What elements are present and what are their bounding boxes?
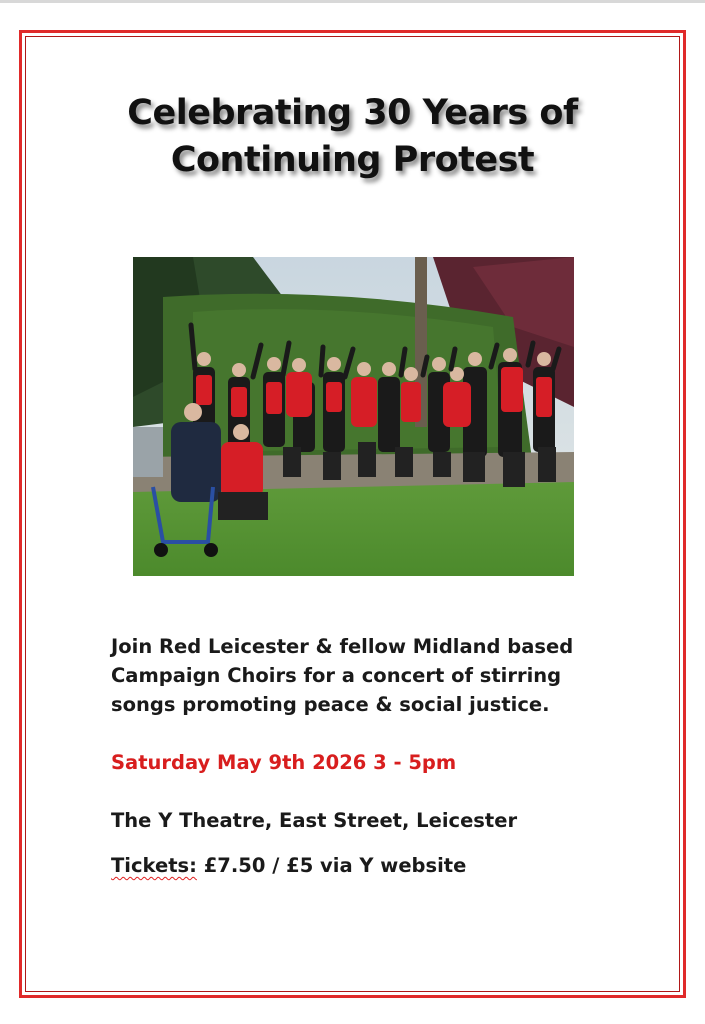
poster-title: [40, 90, 665, 184]
window-top-edge: [0, 0, 705, 3]
invitation-line-1: Join Red Leicester & fellow Midland based: [111, 635, 574, 658]
invitation-line-2: Campaign Choirs for a concert of stirring: [111, 664, 562, 687]
tickets-detail: £7.50 / £5 via Y website: [196, 854, 467, 877]
tickets-info: [111, 851, 466, 880]
choir-photo-illustration: [133, 257, 574, 576]
tickets-label: Tickets:: [111, 854, 197, 877]
invitation-text: [111, 632, 631, 719]
title-line-1: Celebrating 30 Years of: [127, 93, 578, 133]
event-venue: The Y Theatre, East Street, Leicester: [111, 809, 518, 832]
event-date-time: Saturday May 9th 2026 3 - 5pm: [111, 751, 457, 774]
title-line-2: Continuing Protest: [170, 140, 535, 180]
choir-photo: [133, 257, 574, 576]
invitation-line-3: songs promoting peace & social justice.: [111, 693, 550, 716]
